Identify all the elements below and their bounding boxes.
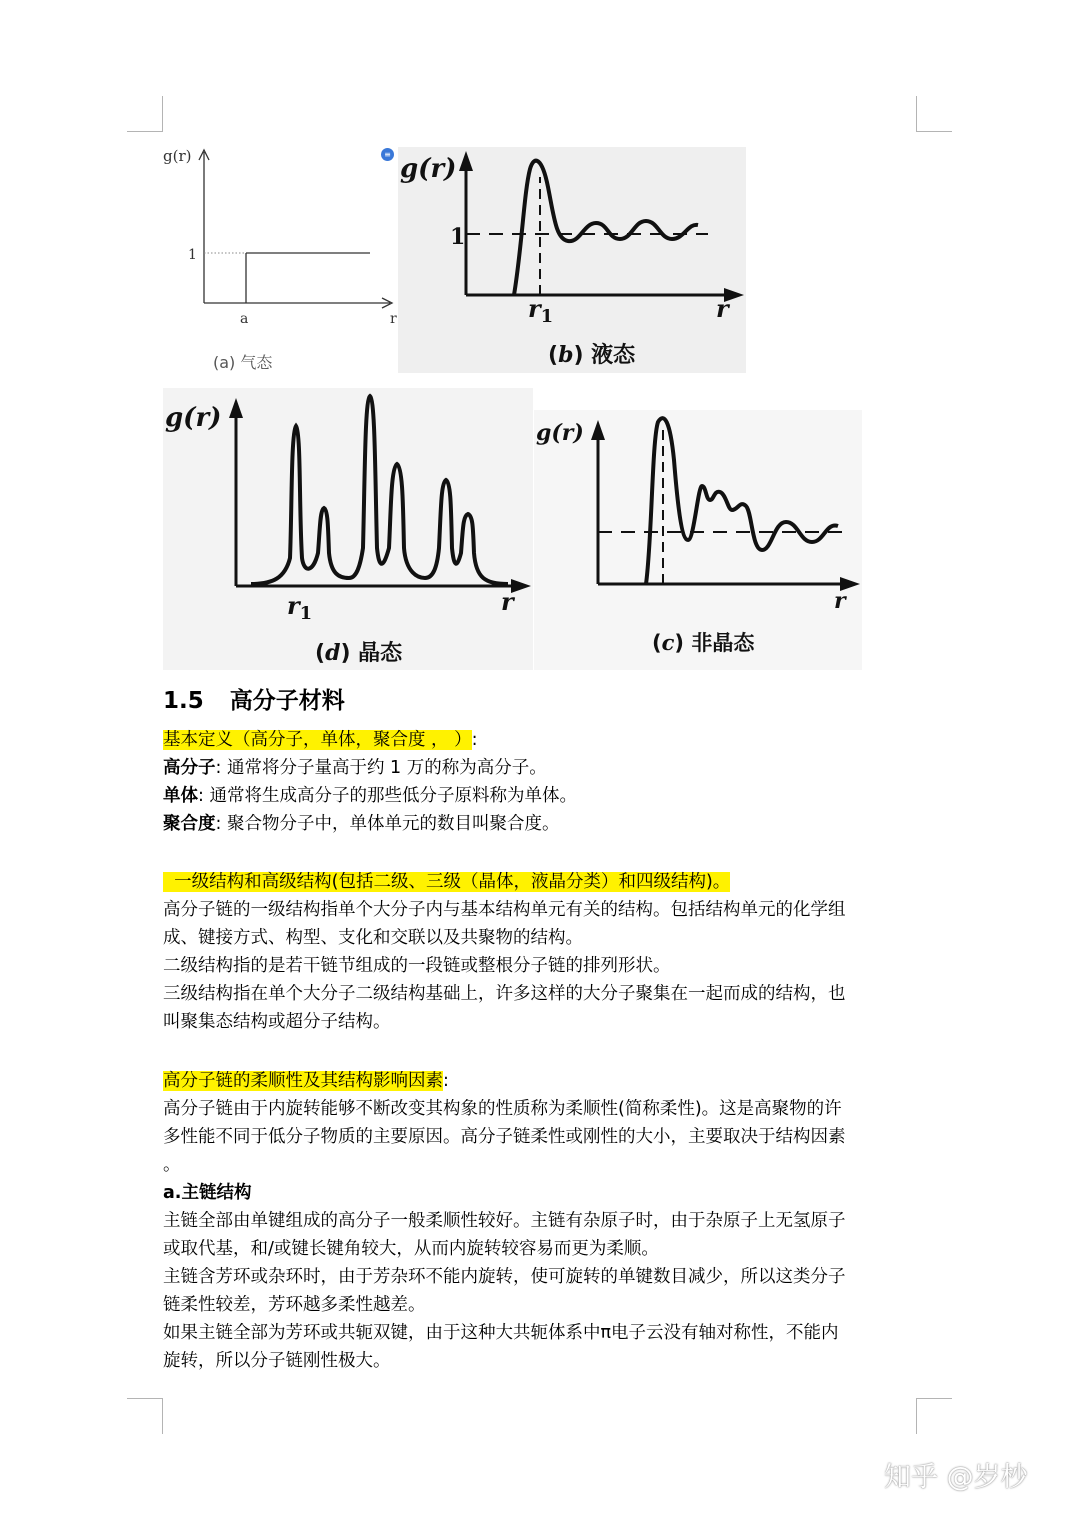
section-number: 1.5 (163, 688, 204, 714)
gas-one-label: 1 (188, 247, 197, 263)
figure-crystal (163, 388, 533, 670)
definitions-heading: 基本定义（高分子，单体，聚合度 ， ） (163, 730, 472, 750)
liquid-r-label: r (716, 294, 729, 323)
liquid-r1-label: $r_1$ (528, 294, 554, 327)
paragraph-line: 主链全部由单键组成的高分子一般柔顺性较好。主链有杂原子时，由于杂原子上无氢原子 (163, 1211, 846, 1231)
definition-item: 高分子: 通常将分子量高于约 1 万的称为高分子。 (163, 758, 547, 778)
crop-mark-br-h (916, 1398, 952, 1399)
paragraph-line: 或取代基，和/或键长键角较大，从而内旋转较容易而更为柔顺。 (163, 1239, 659, 1259)
crop-mark-tl-v (162, 96, 163, 132)
crop-mark-tr-v (916, 96, 917, 132)
paragraph-line: 链柔性较差，芳环越多柔性越差。 (163, 1295, 426, 1315)
gas-caption: (a) 气态 (213, 353, 273, 372)
crop-mark-bl-h (127, 1398, 163, 1399)
structure-heading: 一级结构和高级结构(包括二级、三级（晶体，液晶分类）和四级结构)。 (163, 872, 731, 892)
liquid-caption: (b) 液态 (548, 342, 636, 368)
amorphous-ylabel: g(r) (536, 420, 584, 446)
flexibility-heading: 高分子链的柔顺性及其结构影响因素 (163, 1071, 443, 1091)
flexibility-heading-line: 高分子链的柔顺性及其结构影响因素: (163, 1071, 449, 1091)
figure-amorphous (534, 410, 862, 670)
definition-item: 聚合度: 聚合物分子中，单体单元的数目叫聚合度。 (163, 814, 560, 834)
definition-item: 单体: 通常将生成高分子的那些低分子原料称为单体。 (163, 786, 577, 806)
liquid-ylabel: g(r) (400, 154, 457, 184)
anchor-icon: ≡ (381, 148, 394, 161)
paragraph-line: 高分子链的一级结构指单个大分子内与基本结构单元有关的结构。包括结构单元的化学组 (163, 900, 846, 920)
section-heading (163, 682, 345, 715)
section-title: 高分子材料 (229, 688, 345, 714)
liquid-one-label: 1 (450, 224, 466, 250)
crystal-ylabel: g(r) (165, 403, 222, 433)
crop-mark-bl-v (162, 1398, 163, 1434)
paragraph-line: 主链含芳环或杂环时，由于芳杂环不能内旋转，使可旋转的单键数目减少，所以这类分子 (163, 1267, 846, 1287)
paragraph-line: 三级结构指在单个大分子二级结构基础上，许多这样的大分子聚集在一起而成的结构，也 (163, 984, 846, 1004)
sub-heading: a.主链结构 (163, 1183, 252, 1203)
definitions-heading-line: 基本定义（高分子，单体，聚合度 ， ）: (163, 730, 478, 750)
crop-mark-tl-h (127, 131, 163, 132)
crystal-r1-label: $r_1$ (287, 591, 313, 624)
paragraph-line: 二级结构指的是若干链节组成的一段链或整根分子链的排列形状。 (163, 956, 671, 976)
gas-ylabel: g(r) (163, 147, 192, 165)
gas-a-label: a (240, 311, 249, 327)
structure-heading-line (163, 868, 923, 896)
figure-liquid (398, 147, 746, 373)
amorphous-caption: (c) 非晶态 (652, 630, 755, 655)
crop-mark-tr-h (916, 131, 952, 132)
flexibility-block (163, 1067, 923, 1375)
paragraph-line: 。 (163, 1155, 181, 1175)
paragraph-line: 旋转，所以分子链刚性极大。 (163, 1351, 391, 1371)
paragraph-line: 叫聚集态结构或超分子结构。 (163, 1012, 391, 1032)
paragraph-line: 多性能不同于低分子物质的主要原因。高分子链柔性或刚性的大小，主要取决于结构因素 (163, 1127, 846, 1147)
figure-gas (160, 140, 400, 380)
gas-r-label: r (390, 311, 397, 327)
crop-mark-br-v (916, 1398, 917, 1434)
crystal-caption: (d) 晶态 (315, 640, 403, 666)
paragraph-line: 高分子链由于内旋转能够不断改变其构象的性质称为柔顺性(简称柔性)。这是高聚物的许 (163, 1099, 842, 1119)
definitions-block (163, 726, 923, 838)
amorphous-r-label: r (834, 588, 846, 614)
watermark: 知乎 @岁杪 (884, 1462, 1028, 1493)
crystal-r-label: r (501, 587, 514, 616)
paragraph-line: 如果主链全部为芳环或共轭双键，由于这种大共轭体系中π电子云没有轴对称性，不能内 (163, 1323, 839, 1343)
structure-block (163, 868, 923, 1036)
paragraph-line: 成、键接方式、构型、支化和交联以及共聚物的结构。 (163, 928, 583, 948)
